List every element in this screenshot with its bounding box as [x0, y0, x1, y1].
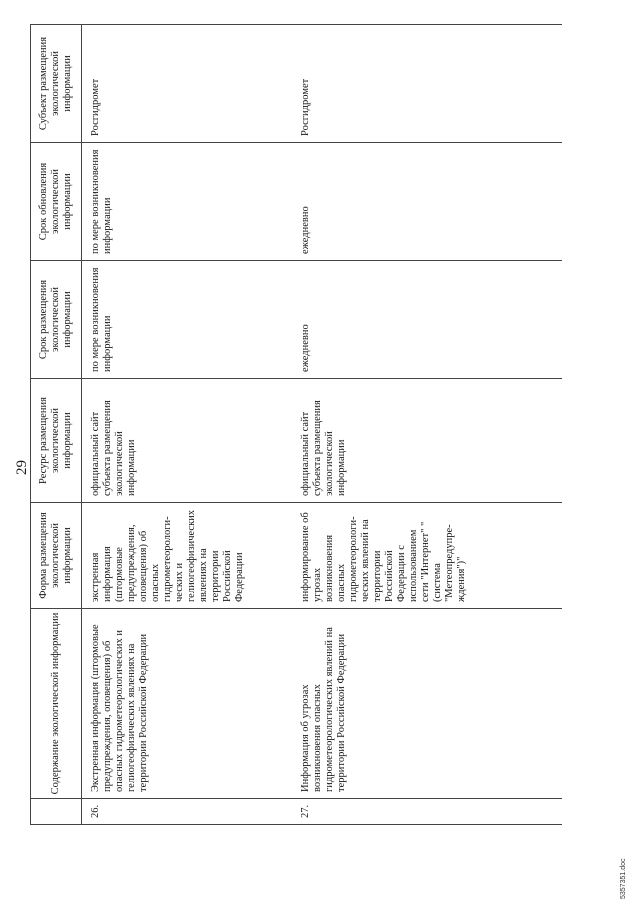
header-number	[31, 799, 82, 825]
row-number: 27.	[292, 799, 562, 825]
cell-content: Экстренная информация (штормовые предупреждения, оповещения) об опасных гидрометеорологических и гелиогеофизических явлениях на территории Российской Федерации	[82, 609, 292, 799]
cell-update-term: по мере возникновения информации	[82, 143, 292, 261]
cell-subject: Росгидромет	[82, 25, 292, 143]
cell-placement-term: ежедневно	[292, 261, 562, 379]
cell-placement-term: по мере возникновения информации	[82, 261, 292, 379]
header-subject: Субъект размещения экологической информации	[31, 25, 82, 143]
document-id: 5357351.doc	[620, 858, 627, 899]
table-header-row	[31, 25, 82, 825]
cell-resource: официальный сайт субъекта размещения экологической информации	[292, 379, 562, 503]
table-row	[292, 25, 562, 825]
environmental-info-table	[30, 24, 562, 825]
header-resource: Ресурс размещения экологической информации	[31, 379, 82, 503]
cell-form: информирование об угрозах возникновения опасных гидрометеорологи-ческих явлений на территории Российской Федерации с использованием сети "Интернет" "(система "Метеопредупре-ждения")"	[292, 503, 562, 609]
header-form: Форма размещения экологической информации	[31, 503, 82, 609]
header-content: Содержание экологической информации	[31, 609, 82, 799]
header-update-term: Срок обновления экологической информации	[31, 143, 82, 261]
table-row	[82, 25, 292, 825]
header-placement-term: Срок размещения экологической информации	[31, 261, 82, 379]
cell-update-term: ежедневно	[292, 143, 562, 261]
row-number: 26.	[82, 799, 292, 825]
cell-content: Информация об угрозах возникновения опасных гидрометеорологических явлений на территории Российской Федерации	[292, 609, 562, 799]
cell-subject: Росгидромет	[292, 25, 562, 143]
cell-resource: официальный сайт субъекта размещения экологической информации	[82, 379, 292, 503]
page-number: 29	[14, 460, 30, 475]
cell-form: экстренная информация (штормовые предупреждения, оповещения) об опасных гидрометеорологи-ческих и гелиогеофизических явлениях на территории Российской Федерации	[82, 503, 292, 609]
